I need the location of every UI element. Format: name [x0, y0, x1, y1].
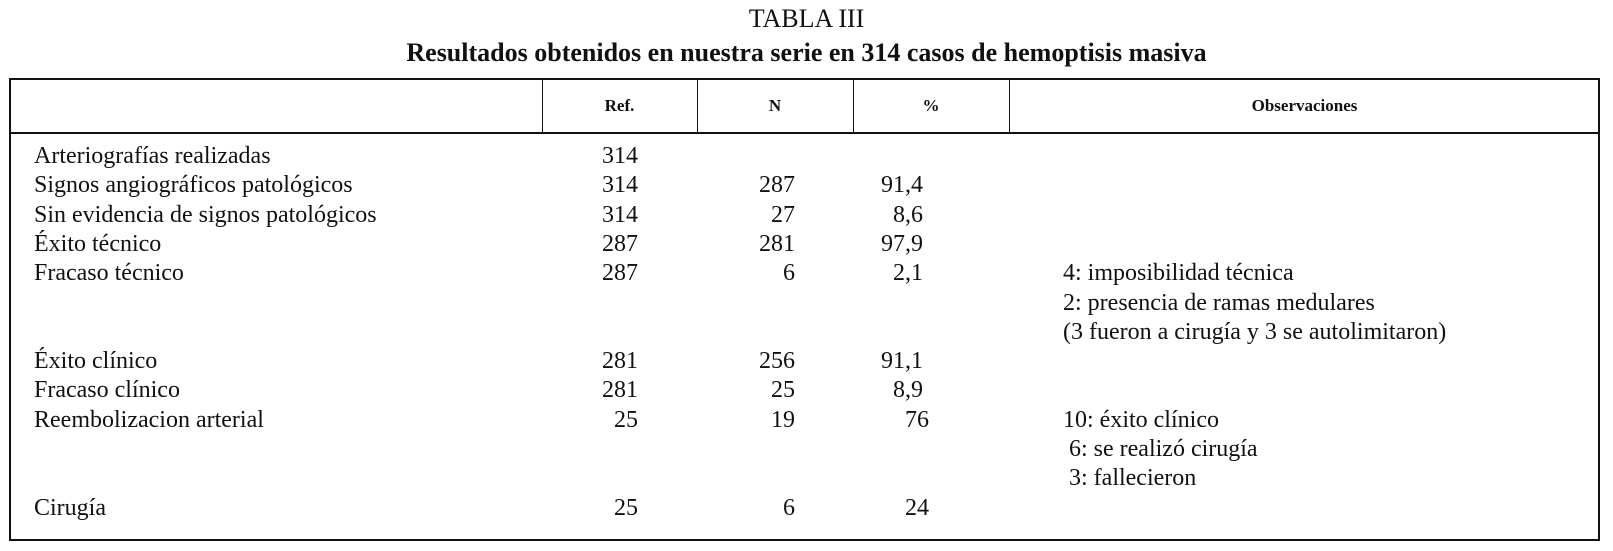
row-ref: 314 — [602, 201, 638, 228]
row-label: Signos angiográficos patológicos — [34, 172, 353, 199]
row-n: 256 — [759, 348, 795, 375]
header-observaciones: Observaciones — [1251, 96, 1358, 115]
header-percent: % — [922, 96, 940, 115]
row-label: Fracaso técnico — [34, 260, 184, 287]
row-percent: 76 — [905, 406, 929, 433]
results-table — [9, 78, 1600, 541]
row-n: 19 — [771, 406, 795, 433]
header-n: N — [768, 96, 782, 115]
row-observation-line: 2: presencia de ramas medulares — [1063, 289, 1375, 316]
row-ref: 287 — [602, 260, 638, 287]
row-percent: 2,1 — [893, 260, 923, 287]
row-n: 6 — [783, 494, 795, 521]
table-caption-label: TABLA III — [748, 4, 865, 33]
row-ref: 314 — [602, 143, 638, 169]
row-n: 281 — [759, 230, 795, 257]
row-label: Arteriografías realizadas — [34, 143, 271, 169]
row-n: 6 — [783, 260, 795, 287]
row-percent: 91,4 — [881, 172, 923, 199]
row-percent: 97,9 — [881, 230, 923, 257]
row-label: Cirugía — [34, 494, 106, 521]
row-n: 287 — [759, 172, 795, 199]
row-label: Reembolizacion arterial — [34, 406, 264, 433]
row-ref: 281 — [602, 377, 638, 404]
row-percent: 91,1 — [881, 348, 923, 375]
row-n: 27 — [771, 201, 795, 228]
row-ref: 25 — [614, 406, 638, 433]
row-label: Fracaso clínico — [34, 377, 180, 404]
row-observation-line: 6: se realizó cirugía — [1063, 436, 1258, 462]
row-ref: 314 — [602, 172, 638, 199]
row-label: Éxito clínico — [34, 348, 158, 375]
row-label: Sin evidencia de signos patológicos — [34, 201, 377, 228]
table-caption-title: Resultados obtenidos en nuestra serie en 314 casos de hemoptisis masiva — [406, 38, 1207, 67]
header-ref: Ref. — [604, 96, 635, 115]
row-ref: 287 — [602, 230, 638, 257]
row-observation-line: (3 fueron a cirugía y 3 se autolimitaron) — [1063, 318, 1447, 345]
row-percent: 8,6 — [893, 201, 923, 228]
row-observation-line: 10: éxito clínico — [1063, 406, 1219, 433]
row-observation-line: 4: imposibilidad técnica — [1063, 260, 1294, 287]
row-percent: 24 — [905, 494, 929, 521]
row-ref: 281 — [602, 348, 638, 375]
row-label: Éxito técnico — [34, 230, 162, 257]
row-observation-line: 3: fallecieron — [1063, 465, 1197, 492]
row-ref: 25 — [614, 494, 638, 521]
header-rule — [11, 132, 1598, 134]
row-percent: 8,9 — [893, 377, 923, 404]
row-n: 25 — [771, 377, 795, 404]
